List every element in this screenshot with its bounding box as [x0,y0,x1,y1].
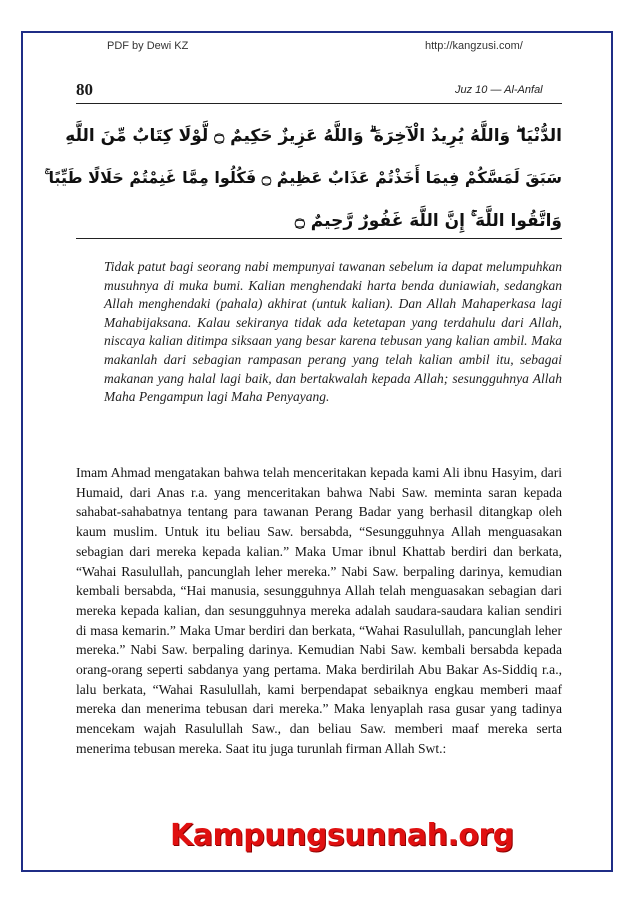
verse-rule [76,238,562,239]
arabic-verse-line-3: وَاتَّقُوا اللَّهَ ۚ إِنَّ اللَّهَ غَفُورٌ رَّحِيمٌ ۝ [294,211,562,231]
arabic-verse-line-2: سَبَقَ لَمَسَّكُمْ فِيمَا أَخَذْتُمْ عَذَابٌ عَظِيمٌ ۝ فَكُلُوا مِمَّا غَنِمْتُمْ حَلَالًا طَيِّبًا ۚ [44,168,562,187]
source-url-text[interactable]: http://kangzusi.com/ [425,40,523,52]
running-head: Juz 10 — Al-Anfal [455,84,543,96]
page-number: 80 [76,80,93,99]
header-rule [76,103,562,104]
verse-translation: Tidak patut bagi seorang nabi mempunyai tawanan sebelum ia dapat melumpuhkan musuhnya di muka bumi. Kalian menghendaki harta benda duniawiah, sedangkan Allah menghendaki (pahala) akhirat (untuk kalian). Dan Allah Mahaperkasa lagi Mahabijaksana. Kalau sekiranya tidak ada ketetapan yang terdahulu dari Allah, niscaya kalian ditimpa siksaan yang besar karena tebusan yang kalian ambil. Maka makanlah dari sebagian rampasan perang yang telah kalian ambil itu, sebagai makanan yang halal lagi baik, dan bertakwalah kepada Allah; sesungguhnya Allah Maha Pengampun lagi Maha Penyayang. [104,259,562,405]
pdf-credit-text: PDF by Dewi KZ [107,40,189,52]
tafsir-paragraph: Imam Ahmad mengatakan bahwa telah menceritakan kepada kami Ali ibnu Hasyim, dari Humaid, dari Anas r.a. yang menceritakan bahwa Nabi Saw. meminta saran kepada sahabat-sahabatnya tentang para tawanan Perang Badar yang berhasil ditangkap oleh kaum muslim. Untuk itu beliau Saw. bersabda, “Sesungguhnya Allah menguasakan sebagian dari mereka kepada kalian.” Maka Umar ibnul Khattab berdiri dan berkata, “Wahai Rasulullah, pancunglah leher mereka.” Nabi Saw. berpaling darinya, kemudian kembali bersabda, “Hai manusia, sesungguhnya Allah telah menguasakan sebagian dari mereka kepada kalian, dan sesungguhnya mereka adalah saudara-saudara kalian sendiri di masa kemarin.” Maka Umar berdiri dan berkata, “Wahai Rasulullah, pancunglah leher mereka.” Nabi Saw. berpaling darinya. Kemudian Nabi Saw. kembali bersabda kepada orang-orang seperti sabdanya yang pertama. Maka berdirilah Abu Bakar As-Siddiq r.a., lalu berkata, “Wahai Rasulullah, kami berpendapat sebaiknya engkau memberi maaf mereka dan menerima tebusan dari mereka.” Maka lenyaplah rasa gusar yang tadinya mencekam wajah Rasulullah Saw., dan beliau Saw. memberi maaf mereka serta menerima tebusan mereka. Saat itu juga turunlah firman Allah Swt.: [76,465,562,756]
arabic-verse-line-1: الدُّنْيَا ۖ وَاللَّهُ يُرِيدُ الْآخِرَةَ ۗ وَاللَّهُ عَزِيزٌ حَكِيمٌ ۝ لَّوْلَا كِتَابٌ مِّنَ اللَّهِ [65,126,562,146]
watermark-logo: Kampungsunnah.org [170,818,514,853]
